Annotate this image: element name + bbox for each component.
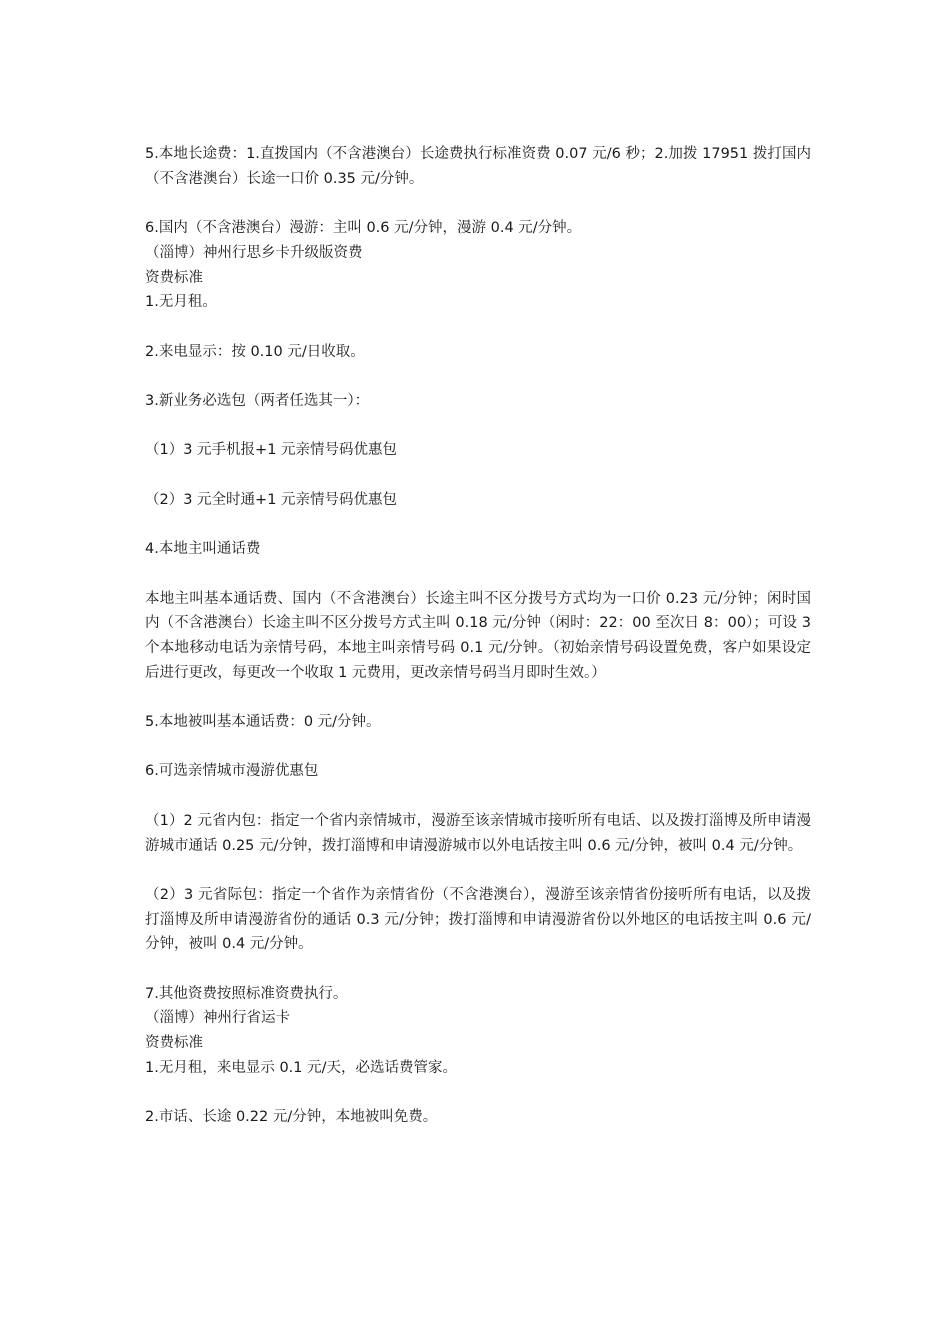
paragraph-no-monthly-fee: 1.无月租。 <box>145 294 217 311</box>
paragraph-shengyun-fee-2: 2.市话、长途 0.22 元/分钟，本地被叫免费。 <box>145 1109 438 1126</box>
paragraph-shengyun-fee-1: 1.无月租，来电显示 0.1 元/天，必选话费管家。 <box>145 1059 457 1076</box>
document-body <box>145 142 811 1130</box>
paragraph-local-long-distance: 5.本地长途费：1.直拨国内（不含港澳台）长途费执行标准资费 0.07 元/6 秒；2.加拨 17951 拨打国内（不含港澳台）长途一口价 0.35 元/分钟。 <box>145 146 811 187</box>
paragraph-required-package: 3.新业务必选包（两者任选其一）： <box>145 392 370 409</box>
heading-tariff-standard: 资费标准 <box>145 269 203 286</box>
paragraph-local-calling-fee: 4.本地主叫通话费 <box>145 541 261 558</box>
section-title-sixiang-card: （淄博）神州行思乡卡升级版资费 <box>145 244 363 261</box>
list-item-package-1: （1）3 元手机报+1 元亲情号码优惠包 <box>145 442 398 459</box>
paragraph-domestic-roaming: 6.国内（不含港澳台）漫游：主叫 0.6 元/分钟，漫游 0.4 元/分钟。 <box>145 220 582 237</box>
list-item-package-2: （2）3 元全时通+1 元亲情号码优惠包 <box>145 491 398 508</box>
paragraph-calling-fee-details: 本地主叫基本通话费、国内（不含港澳台）长途主叫不区分拨号方式均为一口价 0.23 元/分钟；闲时国内（不含港澳台）长途主叫不区分拨号方式主叫 0.18 元/分钟（闲时：22：00 至次日 8：00）；可设 3 个本地移动电话为亲情号码，本地主叫亲情号码 0.1 元/分钟。（初始亲情号码设置免费，客户如果设定后进行更改，每更改一个收取 1 元费用，更改亲情号码当月即时生效。） <box>145 590 811 681</box>
heading-tariff-standard-2: 资费标准 <box>145 1035 203 1052</box>
section-title-shengyun-card: （淄博）神州行省运卡 <box>145 1010 290 1027</box>
paragraph-caller-id: 2.来电显示：按 0.10 元/日收取。 <box>145 343 365 360</box>
list-item-province-package: （1）2 元省内包：指定一个省内亲情城市，漫游至该亲情城市接听所有电话、以及拨打淄博及所申请漫游城市通话 0.25 元/分钟，拨打淄博和申请漫游城市以外电话按主叫 0.6 元/分钟，被叫 0.4 元/分钟。 <box>145 812 811 854</box>
list-item-interprovince-package: （2）3 元省际包：指定一个省作为亲情省份（不含港澳台），漫游至该亲情省份接听所有电话，以及拨打淄博及所申请漫游省份的通话 0.3 元/分钟；拨打淄博和申请漫游省份以外地区的电话按主叫 0.6 元/分钟，被叫 0.4 元/分钟。 <box>145 886 811 953</box>
paragraph-incoming-call-fee: 5.本地被叫基本通话费：0 元/分钟。 <box>145 714 381 731</box>
paragraph-roaming-package: 6.可选亲情城市漫游优惠包 <box>145 763 319 780</box>
paragraph-other-fees: 7.其他资费按照标准资费执行。 <box>145 985 348 1002</box>
